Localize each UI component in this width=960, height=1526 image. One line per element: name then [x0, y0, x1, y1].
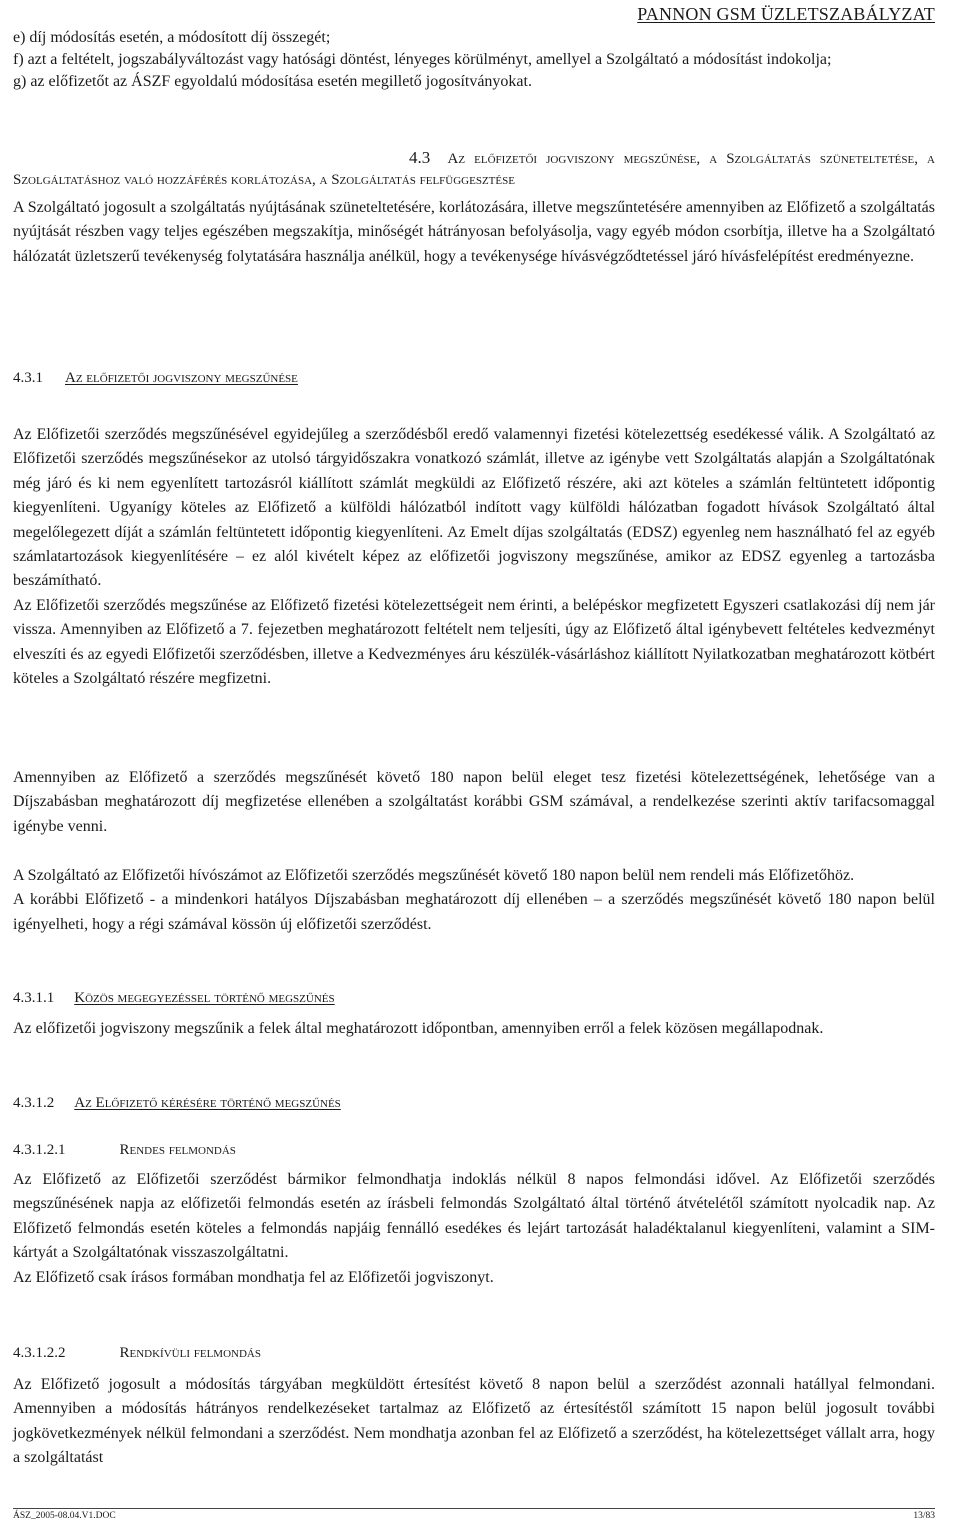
paragraph: Amennyiben az Előfizető a szerződés megszűnését követő 180 napon belül eleget tesz fizetési kötelezettségének, lehetősége van a Díjszabásban meghatározott díj megfizetése ellenében a szolgáltatást korábbi GSM számával, a rendelkezése szerinti aktív tarifacsomaggal igénybe venni. [13, 769, 935, 835]
list-item: g) az előfizetőt az ÁSZF egyoldalú módosítása esetén megillető jogosítványokat. [13, 73, 532, 90]
section-title: Az előfizetői jogviszony megszűnése, a Szolgáltatás szüneteltetése, a Szolgáltatáshoz való hozzáférés korlátozása, a Szolgáltatás felfüggesztése [13, 151, 935, 188]
section-heading-4-3-1-1 [13, 990, 935, 1007]
paragraph: Az Előfizetői szerződés megszűnése az Előfizető fizetési kötelezettségeit nem érinti, a belépéskor megfizetett Egyszeri csatlakozási díj nem jár vissza. Amennyiben az Előfizető a 7. fejezetben meghatározott feltételt nem teljesíti, úgy az Előfizető által igénybevett feltételes kedvezményt elveszíti és az egyedi Előfizetői szerződésben, illetve a Kedvezményes áru készülék-vásárláshoz kiállított Nyilatkozatban meghatározott kötbért köteles a Szolgáltató részére megfizetni. [13, 596, 935, 688]
header-title: PANNON GSM ÜZLETSZABÁLYZAT [637, 4, 935, 24]
paragraph: Az Előfizető az Előfizetői szerződést bármikor felmondhatja indoklás nélkül 8 napos felmondási idővel. Az Előfizetői szerződés megszűnésének napja az előfizetői felmondás esetén az írásbeli felmondás Szolgáltató által történő átvételétől számított nyolcadik nap. Az Előfizető felmondás esetén köteles a felmondás napjáig fennálló esedékes és lejárt tartozását haladéktalanul kiegyenlíteni, valamint a SIM-kártyát a Szolgáltatónak visszaszolgáltatni. [13, 1171, 935, 1262]
section-title: Az Előfizető kérésére történő megszűnés [74, 1095, 341, 1111]
list-item: f) azt a feltételt, jogszabályváltozást vagy hatósági döntést, lényeges körülményt, amellyel a Szolgáltató a módosítást indokolja; [13, 51, 832, 68]
paragraph: Az Előfizető csak írásos formában mondhatja fel az Előfizetői jogviszonyt. [13, 1268, 494, 1286]
page-header [637, 4, 935, 25]
section-heading-4-3-1-2 [13, 1095, 935, 1112]
section-title: Közös megegyezéssel történő megszűnés [74, 990, 335, 1006]
section-4-3-1-1-body [13, 1017, 935, 1041]
section-heading-4-3-1 [13, 370, 935, 387]
section-number: 4.3.1 [13, 370, 43, 386]
section-number: 4.3.1.2.2 [13, 1345, 66, 1361]
section-heading-4-3 [13, 147, 935, 191]
section-heading-4-3-1-2-2 [13, 1345, 935, 1362]
modification-list [13, 27, 935, 93]
paragraph: A Szolgáltató jogosult a szolgáltatás nyújtásának szüneteltetésére, korlátozására, illetve megszűntetésére amennyiben az Előfizető a szolgáltatás nyújtását részben vagy teljes egészében megszakítja, minőségét hátrányosan befolyásolja, vagy egyéb módon csorbítja, illetve ha a Szolgáltató hálózatát üzletszerű tevékenység folytatására használja anélkül, hogy a tevékenysége hívásvégződtetéssel járó hívásfelépítést eredményezne. [13, 199, 935, 265]
section-4-3-1-2-1-body [13, 1168, 935, 1290]
section-title: Rendes felmondás [119, 1142, 236, 1158]
section-number: 4.3.1.2 [13, 1095, 55, 1111]
section-title: Rendkívüli felmondás [119, 1345, 261, 1361]
section-title: Az előfizetői jogviszony megszűnése [65, 370, 298, 386]
paragraph: A korábbi Előfizető - a mindenkori hatályos Díjszabásban meghatározott díj ellenében – a szerződés megszűnését követő 180 napon belül igényelheti, hogy a régi számával kössön új előfizetői szerződést. [13, 891, 935, 933]
page-number: 13/83 [913, 1511, 935, 1521]
paragraph: Az Előfizető jogosult a módosítás tárgyában megküldött értesítést követő 8 napon belül a szerződést azonnali hatállyal felmondani. Amennyiben a módosítás hátrányos rendelkezéseket tartalmaz az Előfizető az értesítéstől számított 15 napon belül jogosult további jogkövetkezmények nélkül felmondani a szerződést. Nem mondhatja azonban fel az Előfizető a szerződést, ha kötelezettséget vállalt arra, hogy a szolgáltatást [13, 1376, 935, 1467]
section-number: 4.3.1.2.1 [13, 1142, 66, 1158]
section-4-3-intro [13, 196, 935, 269]
section-number: 4.3 [409, 148, 431, 167]
section-number: 4.3.1.1 [13, 990, 55, 1006]
section-4-3-1-2-2-body [13, 1373, 935, 1471]
page-footer [13, 1508, 935, 1525]
section-4-3-1-180-days [13, 766, 935, 839]
footer-filename: ÁSZ_2005-08.04.V1.DOC [13, 1511, 116, 1521]
section-4-3-1-body [13, 423, 935, 691]
paragraph: Az előfizetői jogviszony megszűnik a felek által meghatározott időpontban, amennyiben erről a felek közösen megállapodnak. [13, 1020, 824, 1037]
section-heading-4-3-1-2-1 [13, 1142, 935, 1159]
list-item: e) díj módosítás esetén, a módosított díj összegét; [13, 29, 331, 46]
section-4-3-1-number-reuse [13, 864, 935, 937]
paragraph: Az Előfizetői szerződés megszűnésével egyidejűleg a szerződésből eredő valamennyi fizetési kötelezettség esedékessé válik. A Szolgáltató az Előfizetői szerződés megszűnésekor az utolsó tárgyidőszakra vonatkozó számlát, illetve az igénybe vett Szolgáltatás alapján a Szolgáltatónak még járó és ki nem egyenlített tartozásról kiállított számlát megküldi az Előfizető részére, aki azt köteles a számlán feltüntetett időpontig kiegyenlíteni. Ugyanígy köteles az Előfizető a külföldi hálózatból indított vagy külföldi hálózatban fogadott hívások Szolgáltató által megelőlegezett díját a számlán feltüntetett időpontig kiegyenlíteni. Az Emelt díjas szolgáltatás (EDSZ) egyenleg nem használható fel az egyéb számlatartozások kiegyenlítésére – ez alól kivételt képez az előfizetői jogviszony megszűnése, amikor az EDSZ egyenleg a tartozásba beszámítható. [13, 426, 935, 590]
paragraph: A Szolgáltató az Előfizetői hívószámot az Előfizetői szerződés megszűnését követő 180 napon belül nem rendeli más Előfizetőhöz. [13, 867, 855, 884]
